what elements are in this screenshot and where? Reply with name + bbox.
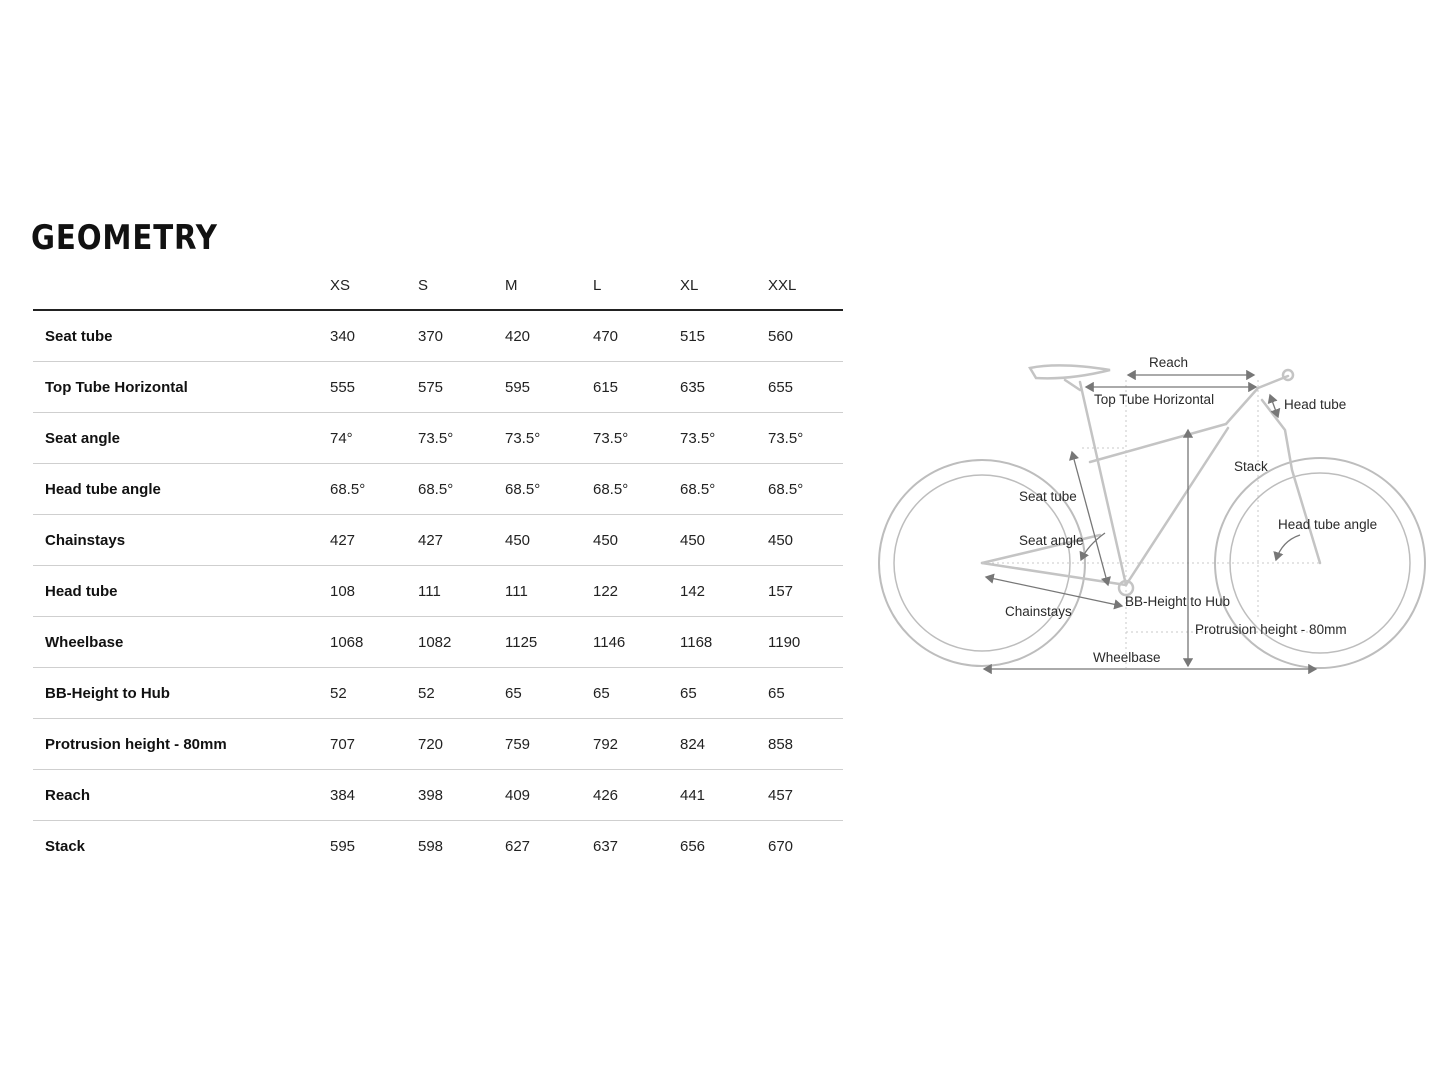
row-label: Stack [45,837,86,855]
row-label: Wheelbase [45,633,124,651]
table-cell: 52 [330,684,347,702]
table-cell: 707 [330,735,356,753]
table-cell: 598 [418,837,444,855]
table-cell: 595 [330,837,356,855]
table-cell: 635 [680,378,706,396]
size-header-xl: XL [680,277,699,294]
table-cell: 73.5° [768,429,804,447]
size-header-xs: XS [330,277,351,294]
table-row [33,515,843,566]
table-cell: 68.5° [330,480,366,498]
table-cell: 427 [418,531,444,549]
label-reach: Reach [1149,355,1189,370]
size-header-l: L [593,277,602,294]
size-header-s: S [418,277,429,294]
table-cell: 427 [330,531,356,549]
table-cell: 656 [680,837,706,855]
table-cell: 420 [505,327,531,345]
table-cell: 398 [418,786,444,804]
table-cell: 426 [593,786,619,804]
table-cell: 470 [593,327,619,345]
table-cell: 627 [505,837,531,855]
table-cell: 68.5° [768,480,804,498]
table-row [33,821,843,871]
table-cell: 68.5° [505,480,541,498]
table-cell: 68.5° [593,480,629,498]
table-cell: 1125 [505,633,538,651]
table-cell: 595 [505,378,531,396]
table-cell: 515 [680,327,706,345]
table-cell: 111 [505,582,528,600]
table-row [33,617,843,668]
table-cell: 560 [768,327,794,345]
table-cell: 65 [505,684,522,702]
table-cell: 74° [330,429,353,447]
row-label: Top Tube Horizontal [45,378,188,396]
table-row [33,719,843,770]
table-row [33,311,843,362]
row-label: Reach [45,786,91,804]
table-cell: 142 [680,582,706,600]
table-row [33,566,843,617]
label-seat-angle: Seat angle [1019,533,1084,548]
table-cell: 52 [418,684,435,702]
table-cell: 65 [680,684,697,702]
table-cell: 457 [768,786,794,804]
table-cell: 340 [330,327,356,345]
geometry-table [33,262,843,871]
table-row [33,362,843,413]
bike-geometry-diagram [872,350,1432,680]
table-cell: 73.5° [680,429,716,447]
table-header-row [33,262,843,311]
table-cell: 1082 [418,633,452,651]
table-cell: 68.5° [680,480,716,498]
table-cell: 409 [505,786,531,804]
row-label: Protrusion height - 80mm [45,735,227,753]
table-row [33,770,843,821]
table-cell: 65 [593,684,610,702]
row-label: Seat tube [45,327,113,345]
table-cell: 1068 [330,633,364,651]
table-cell: 655 [768,378,794,396]
size-header-xxl: XXL [768,277,797,294]
label-bb-height: BB-Height to Hub [1125,594,1231,609]
table-cell: 157 [768,582,794,600]
table-cell: 720 [418,735,444,753]
row-label: Head tube angle [45,480,161,498]
table-cell: 615 [593,378,619,396]
table-cell: 670 [768,837,794,855]
table-cell: 384 [330,786,356,804]
table-cell: 111 [418,582,441,600]
table-cell: 792 [593,735,619,753]
label-chainstays: Chainstays [1005,604,1072,619]
table-cell: 73.5° [418,429,454,447]
table-cell: 450 [505,531,531,549]
table-cell: 441 [680,786,706,804]
label-head-tube: Head tube [1284,397,1347,412]
table-cell: 68.5° [418,480,454,498]
table-cell: 858 [768,735,794,753]
table-cell: 65 [768,684,785,702]
table-row [33,464,843,515]
table-cell: 450 [680,531,706,549]
table-cell: 450 [593,531,619,549]
label-stack: Stack [1234,459,1268,474]
row-label: BB-Height to Hub [45,684,170,702]
table-cell: 824 [680,735,706,753]
size-header-m: M [505,277,518,294]
label-head-tube-angle: Head tube angle [1278,517,1378,532]
table-cell: 108 [330,582,356,600]
table-cell: 759 [505,735,531,753]
table-cell: 1146 [593,633,626,651]
table-row [33,668,843,719]
table-cell: 450 [768,531,794,549]
table-cell: 575 [418,378,444,396]
page-title: GEOMETRY [31,218,218,258]
table-cell: 555 [330,378,356,396]
table-cell: 122 [593,582,619,600]
table-cell: 73.5° [505,429,541,447]
label-wheelbase: Wheelbase [1093,650,1161,665]
table-cell: 1190 [768,633,801,651]
label-seat-tube: Seat tube [1019,489,1077,504]
table-cell: 637 [593,837,619,855]
row-label: Seat angle [45,429,121,447]
table-row [33,413,843,464]
label-top-tube: Top Tube Horizontal [1094,392,1215,407]
table-cell: 370 [418,327,444,345]
table-cell: 1168 [680,633,713,651]
row-label: Head tube [45,582,118,600]
table-cell: 73.5° [593,429,629,447]
label-protrusion: Protrusion height - 80mm [1195,622,1347,637]
row-label: Chainstays [45,531,126,549]
